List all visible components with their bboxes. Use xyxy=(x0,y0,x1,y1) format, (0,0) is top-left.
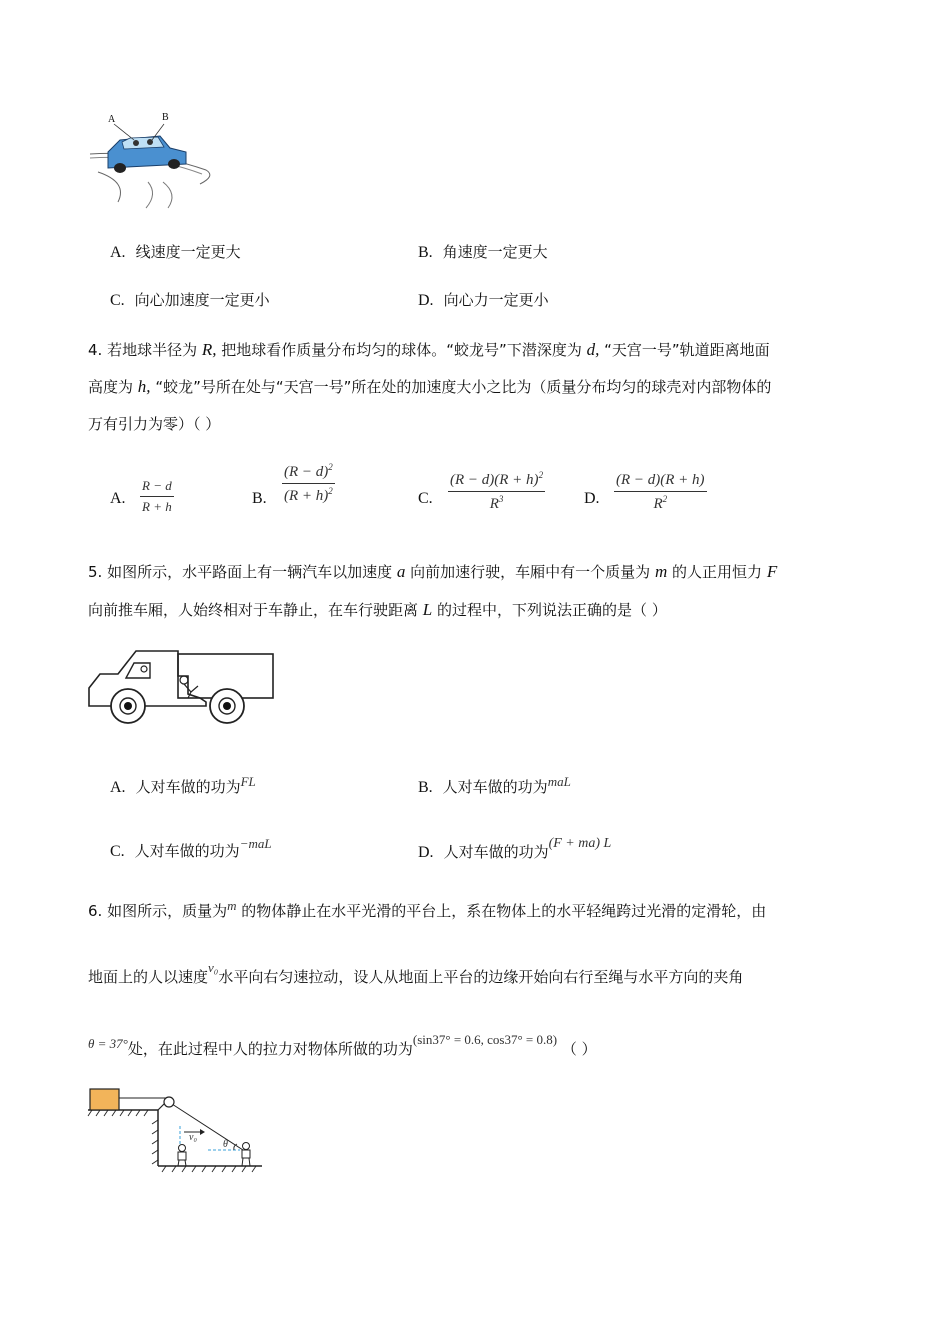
q4-stem-line1: 4. 若地球半径为 R, 把地球看作质量分布均匀的球体。“蛟龙号”下潜深度为 d, “天宫一号”轨道距离地面 xyxy=(88,340,770,359)
figure-label-b: B xyxy=(162,112,169,123)
q5-option-b[interactable]: B. 人对车做的功为maL xyxy=(418,774,571,796)
q3-option-c[interactable]: C. 向心加速度一定更小 xyxy=(110,291,270,309)
figure-theta-label: θ xyxy=(223,1139,228,1150)
q3-option-a[interactable]: A. 线速度一定更大 xyxy=(110,243,241,261)
q3-option-d[interactable]: D. 向心力一定更小 xyxy=(418,291,549,309)
q5-stem-line2: 向前推车厢，人始终相对于车静止，在车行驶距离 L 的过程中，下列说法正确的是（ ） xyxy=(88,600,667,619)
q4-option-c[interactable]: C. xyxy=(418,490,433,507)
q3-option-b[interactable]: B. 角速度一定更大 xyxy=(418,243,548,261)
truck-figure xyxy=(88,648,278,728)
q4-option-b-fraction: $\frac{(R - d)^2}{(R + h)^2}$ xyxy=(284,462,333,504)
q4-option-d[interactable]: D. xyxy=(584,490,600,507)
q4-option-c-fraction: $\frac{(R - d)(R + h)^2}{R^3}$ xyxy=(450,470,544,512)
q4-option-d-fraction: $\frac{(R - d)(R + h)}{R^2}$ xyxy=(616,472,705,512)
pulley-diagram xyxy=(88,1086,268,1176)
figure-label-a: A xyxy=(108,114,116,125)
q5-option-a[interactable]: A. 人对车做的功为FL xyxy=(110,774,256,796)
q4-option-a-fraction: $\frac{R - d}{R + h}$ xyxy=(142,478,172,514)
q5-stem-line1: 5. 如图所示，水平路面上有一辆汽车以加速度 a 向前加速行驶，车厢中有一个质量为 m 的人正用恒力 F xyxy=(88,562,778,581)
q4-stem-line3: 万有引力为零）（ ） xyxy=(88,415,221,433)
q5-option-c[interactable]: C. 人对车做的功为−maL xyxy=(110,836,272,860)
pulley-figure xyxy=(88,1086,268,1176)
q4-option-a[interactable]: A. xyxy=(110,490,126,507)
q4-option-b[interactable]: B. xyxy=(252,490,267,507)
car-illustration xyxy=(88,112,213,210)
figure-v0-label: v₀ xyxy=(189,1132,197,1143)
q5-option-d[interactable]: D. 人对车做的功为(F + ma) L xyxy=(418,836,612,861)
car-figure xyxy=(88,112,213,210)
q4-stem-line2: 高度为 h, “蛟龙”号所在处与“天宫一号”所在处的加速度大小之比为（质量分布均匀的球壳对内部物体的 xyxy=(88,377,772,396)
q6-stem-line3: θ = 37°处，在此过程中人的拉力对物体所做的功为(sin37° = 0.6, cos37° = 0.8) （ ） xyxy=(88,1032,597,1058)
q6-stem-line2: 地面上的人以速度v₀水平向右匀速拉动，设人从地面上平台的边缘开始向右行至绳与水平方向的夹角 xyxy=(88,960,744,986)
q6-stem-line1: 6. 如图所示，质量为m 的物体静止在水平光滑的平台上，系在物体上的水平轻绳跨过光滑的定滑轮，由 xyxy=(88,898,767,920)
